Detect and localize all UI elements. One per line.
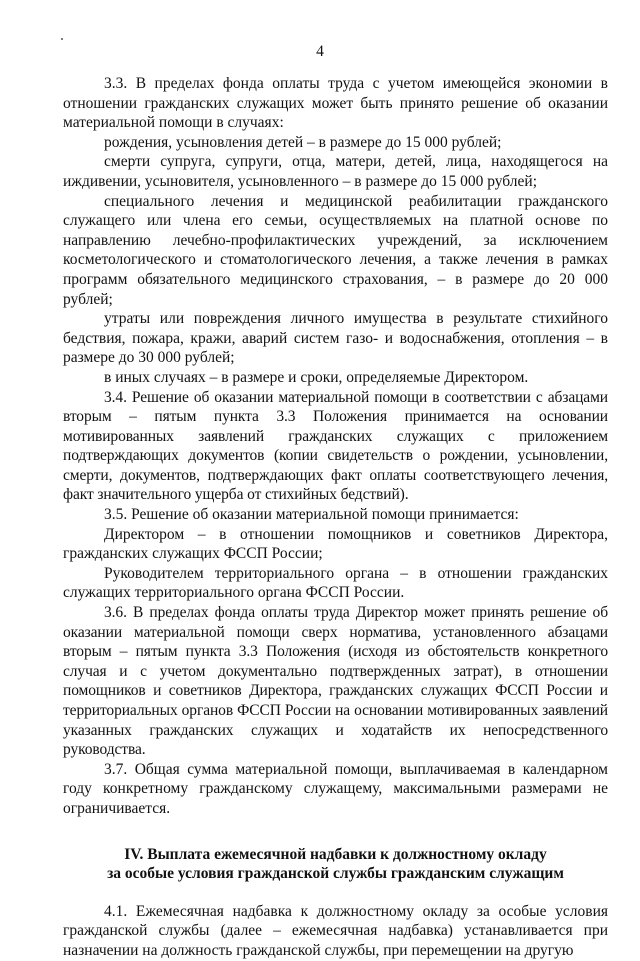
paragraph-territorial-head: Руководителем территориального органа – в отношении гражданских служащих территориального органа ФССП России. — [63, 564, 608, 602]
paragraph-birth: рождения, усыновления детей – в размере до 15 000 рублей; — [104, 133, 502, 151]
paragraph-treatment: специального лечения и медицинской реабилитации гражданского служащего или члена его семьи, осуществляемых на платной основе по направлению лечебно-профилактических учреждений, за исключением косметологического и стоматологического лечения, а также лечения в рамках программ обязательного медицинского страхования, – в размере до 20 000 рублей; — [63, 192, 608, 308]
paragraph-3-6: 3.6. В пределах фонда оплаты труда Директор может принять решение об оказании материальной помощи сверх норматива, установленного абзацами вторым – пятым пункта 3.3 Положения (исходя из обстоятельств конкретного случая и с учетом документально подтвержденных затрат), в отношении помощников и советников Директора, гражданских служащих ФССП России и территориальных органов ФССП России на основании мотивированных заявлений указанных гражданских служащих и ходатайств их непосредственного руководства. — [63, 604, 608, 759]
section-heading — [63, 845, 608, 884]
paragraph-3-5: 3.5. Решение об оказании материальной помощи принимается: — [104, 506, 519, 524]
scan-speck — [61, 38, 63, 40]
paragraph-other-cases: в иных случаях – в размере и сроки, определяемые Директором. — [104, 368, 529, 386]
paragraph-property-loss: утраты или повреждения личного имущества в результате стихийного бедствия, пожара, кражи, аварий систем газо- и водоснабжения, отопления – в размере до 30 000 рублей; — [63, 310, 608, 367]
paragraph-director: Директором – в отношении помощников и советников Директора, гражданских служащих ФССП России; — [63, 525, 608, 563]
section-heading-line-1: IV. Выплата ежемесячной надбавки к должностному окладу — [124, 845, 547, 863]
document-body — [63, 74, 608, 961]
paragraph-death: смерти супруга, супруги, отца, матери, детей, лица, находящегося на иждивении, усыновителя, усыновленного – в размере до 15 000 рублей; — [63, 153, 608, 190]
section-heading-line-2: за особые условия гражданской службы гражданским служащим — [107, 865, 564, 883]
paragraph-3-3: 3.3. В пределах фонда оплаты труда с учетом имеющейся экономии в отношении гражданских служащих может быть принято решение об оказании материальной помощи в случаях: — [63, 75, 608, 132]
paragraph-4-1: 4.1. Ежемесячная надбавка к должностному окладу за особые условия гражданской службы (далее – ежемесячная надбавка) устанавливается при назначении на должность гражданской службы, при перемещении на другую — [63, 902, 608, 959]
paragraph-3-7: 3.7. Общая сумма материальной помощи, выплачиваемая в календарном году конкретному гражданскому служащему, максимальными размерами не ограничивается. — [63, 760, 608, 817]
paragraph-3-4: 3.4. Решение об оказании материальной помощи в соответствии с абзацами вторым – пятым пункта 3.3 Положения принимается на основании мотивированных заявлений гражданских служащих с приложением подтверждающих документов (копии свидетельств о рождении, усыновлении, смерти, документов, подтверждающих факт оплаты соответствующего лечения, факт значительного ущерба от стихийных бедствий). — [63, 388, 608, 504]
page-number: 4 — [316, 43, 324, 60]
